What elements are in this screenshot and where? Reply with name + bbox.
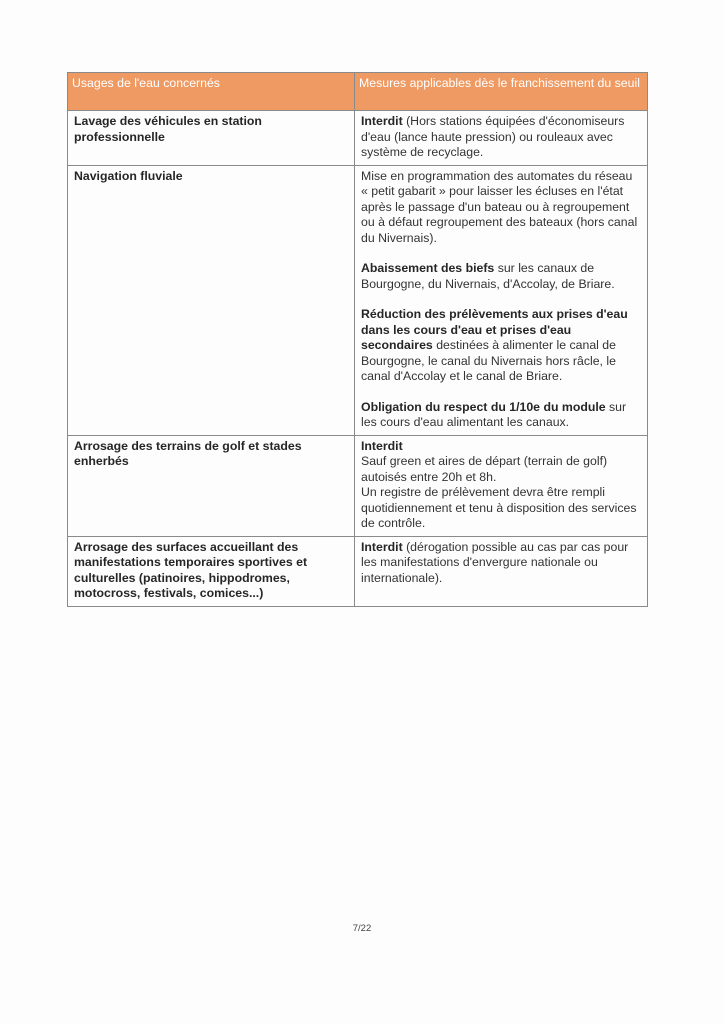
- table-row: [68, 111, 648, 166]
- measure-text: sur les canaux de Bourgogne, du Nivernais, d'Accolay, de Briare.: [361, 261, 615, 291]
- measure-paragraph: [361, 540, 641, 587]
- usage-cell: Lavage des véhicules en station professionnelle: [68, 111, 355, 166]
- measure-keyword: Interdit: [361, 539, 403, 554]
- measure-paragraph: [361, 307, 641, 385]
- usage-cell: Arrosage des surfaces accueillant des manifestations temporaires sportives et culturelles (patinoires, hippodromes, motocross, festivals, comices...): [68, 536, 355, 606]
- measure-text: destinées à alimenter le canal de Bourgogne, le canal du Nivernais hors râcle, le canal d'Accolay et le canal de Briare.: [361, 338, 616, 383]
- measure-paragraph: [361, 439, 641, 532]
- measure-cell: [355, 165, 648, 435]
- measure-paragraph: [361, 114, 641, 161]
- table-row: [68, 435, 648, 536]
- measure-text: Un registre de prélèvement devra être rempli quotidiennement et tenu à disposition des services de contrôle.: [361, 485, 637, 530]
- measure-text: Sauf green et aires de départ (terrain de golf) autoisés entre 20h et 8h.: [361, 454, 608, 484]
- measure-paragraph: [361, 169, 641, 247]
- measure-cell: [355, 111, 648, 166]
- measure-keyword: Réduction des prélèvements aux prises d'eau dans les cours d'eau et prises d'eau secondaires: [361, 307, 628, 352]
- measure-paragraph: [361, 400, 641, 431]
- usage-cell: Navigation fluviale: [68, 165, 355, 435]
- measure-keyword: Interdit: [361, 114, 403, 128]
- header-measure: Mesures applicables dès le franchissement du seuil: [355, 73, 648, 111]
- measure-cell: [355, 536, 648, 606]
- measure-text: Mise en programmation des automates du réseau « petit gabarit » pour laisser les écluses en l'état après le passage d'un bateau ou à regroupement ou à défaut regroupement des bateaux (hors canal du Nivernais).: [361, 168, 638, 245]
- measure-paragraph: [361, 261, 641, 292]
- page-number: 7/22: [352, 923, 372, 934]
- measure-text: (Hors stations équipées d'économiseurs d'eau (lance haute pression) ou rouleaux avec système de recyclage.: [361, 114, 625, 159]
- measure-keyword: Abaissement des biefs: [361, 261, 495, 275]
- table-row: [68, 165, 648, 435]
- table-row: [68, 536, 648, 606]
- measure-cell: [355, 435, 648, 536]
- header-usage: Usages de l'eau concernés: [68, 73, 355, 111]
- restriction-measures-table: [67, 72, 648, 607]
- usage-cell: Arrosage des terrains de golf et stades enherbés: [68, 435, 355, 536]
- measure-keyword: Interdit: [361, 438, 403, 453]
- measure-text: (dérogation possible au cas par cas pour les manifestations d'envergure nationale ou internationale).: [361, 539, 629, 585]
- measure-text: sur les cours d'eau alimentant les canaux.: [361, 399, 627, 429]
- table-header-row: [68, 73, 648, 111]
- measure-keyword: Obligation du respect du 1/10e du module: [361, 399, 606, 414]
